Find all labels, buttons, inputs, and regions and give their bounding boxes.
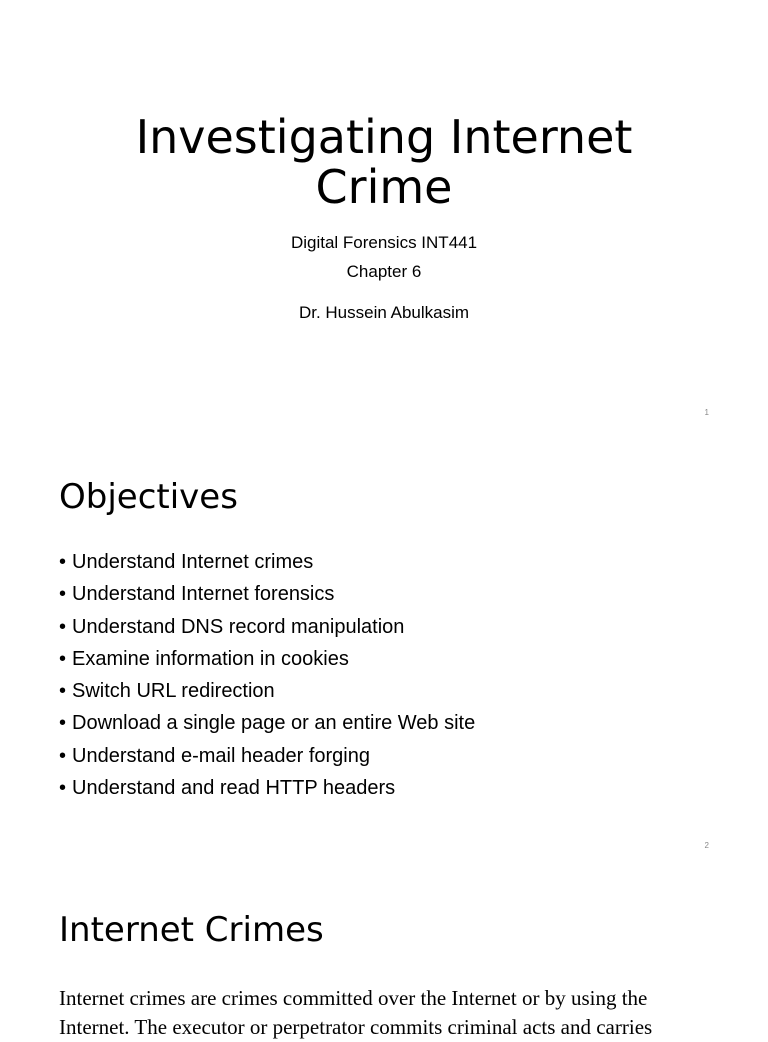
chapter-label: Chapter 6: [346, 262, 422, 281]
list-item: • Understand e-mail header forging: [59, 740, 475, 772]
body-line-2: Internet. The executor or perpetrator commits criminal acts and carries: [59, 1015, 653, 1039]
slide-objectives: [0, 433, 768, 866]
list-item: • Examine information in cookies: [59, 643, 475, 675]
slide-heading: Internet Crimes: [59, 910, 324, 950]
body-line-1: Internet crimes are crimes committed over the Internet or by using the: [59, 986, 648, 1010]
slide-number: 2: [704, 841, 709, 850]
subtitle-block: [60, 228, 708, 327]
list-item: • Understand Internet forensics: [59, 578, 475, 610]
list-item: • Switch URL redirection: [59, 675, 475, 707]
course-name: Digital Forensics INT441: [290, 233, 478, 252]
slide-title: [0, 0, 768, 433]
list-item: • Download a single page or an entire Web site: [59, 707, 475, 739]
list-item: • Understand DNS record manipulation: [59, 611, 475, 643]
title-line-1: Investigating Internet: [135, 110, 633, 164]
body-paragraph: [59, 984, 709, 1042]
slide-number: 1: [704, 408, 709, 417]
slide-heading: Objectives: [59, 477, 238, 517]
list-item: • Understand Internet crimes: [59, 546, 475, 578]
author-name: Dr. Hussein Abulkasim: [298, 303, 470, 322]
objectives-list: [59, 546, 475, 804]
title-line-2: Crime: [315, 160, 453, 214]
list-item: • Understand and read HTTP headers: [59, 772, 475, 804]
slide-internet-crimes: [0, 866, 768, 1039]
presentation-title: [60, 112, 708, 212]
